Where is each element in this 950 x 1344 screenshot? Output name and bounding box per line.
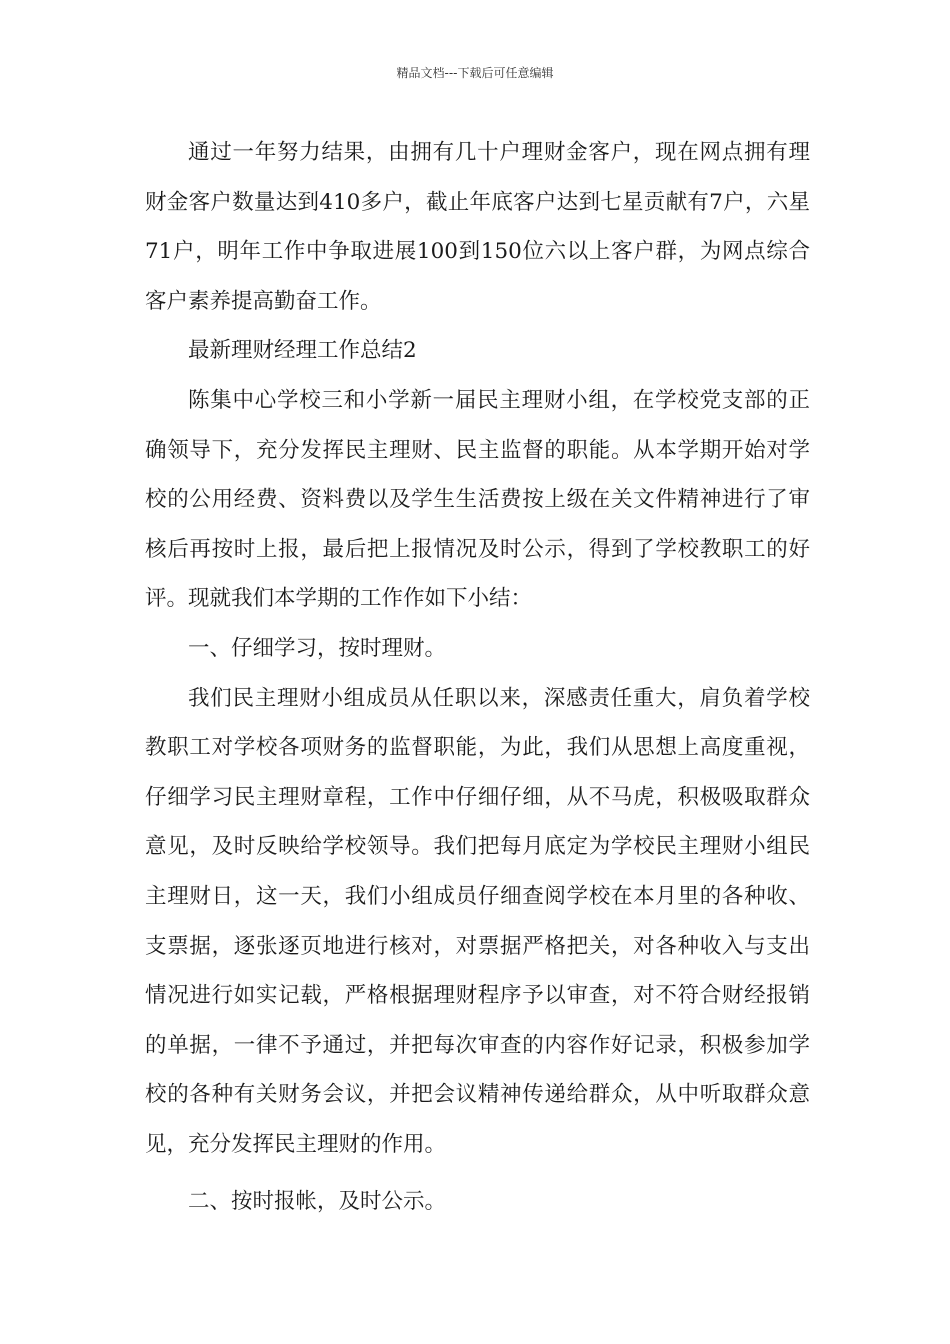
paragraph-study: 我们民主理财小组成员从任职以来，深感责任重大，肩负着学校教职工对学校各项财务的监督职能，为此，我们从思想上高度重视，仔细学习民主理财章程，工作中仔细仔细，从不马虎，积极吸取群众意见，及时反映给学校领导。我们把每月底定为学校民主理财小组民主理财日，这一天，我们小组成员仔细查阅学校在本月里的各种收、支票据，逐张逐页地进行核对，对票据严格把关，对各种收入与支出情况进行如实记载，严格根据理财程序予以审查，对不符合财经报销的单据，一律不予通过，并把每次审查的内容作好记录，积极参加学校的各种有关财务会议，并把会议精神传递给群众，从中听取群众意见，充分发挥民主理财的作用。 — [145, 685, 810, 1157]
paragraph-summary: 通过一年努力结果，由拥有几十户理财金客户，现在网点拥有理财金客户数量达到410多户，截止年底客户达到七星贡献有7户，六星71户，明年工作中争取进展100到150位六以上客户群，为网点综合客户素养提高勤奋工作。 — [145, 140, 810, 314]
heading-two: 二、按时报帐，及时公示。 — [188, 1189, 447, 1215]
document-body — [145, 128, 810, 1227]
page-header: 精品文档---下载后可任意编辑 — [396, 66, 554, 80]
heading-one: 一、仔细学习，按时理财。 — [188, 635, 447, 661]
paragraph-intro: 陈集中心学校三和小学新一届民主理财小组，在学校党支部的正确领导下，充分发挥民主理财、民主监督的职能。从本学期开始对学校的公用经费、资料费以及学生生活费按上级在关文件精神进行了审核后再按时上报，最后把上报情况及时公示，得到了学校教职工的好评。现就我们本学期的工作作如下小结： — [145, 387, 810, 612]
section-title: 最新理财经理工作总结2 — [188, 338, 417, 364]
